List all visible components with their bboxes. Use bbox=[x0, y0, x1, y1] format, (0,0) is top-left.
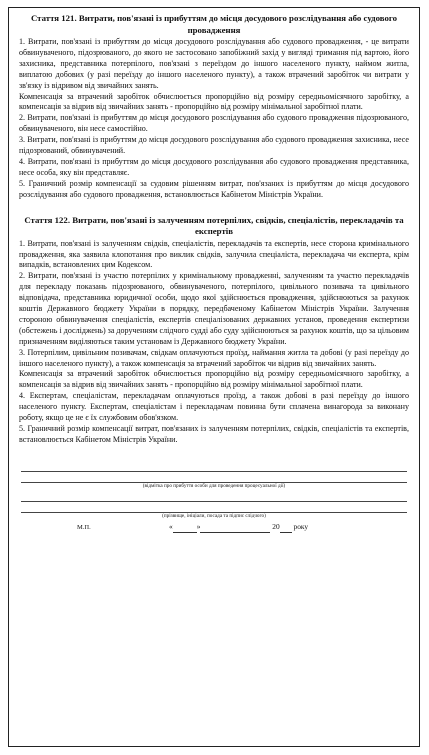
arrival-mark-line-1[interactable] bbox=[21, 459, 407, 472]
article-122-paragraph-4: Компенсація за втрачений заробіток обчислюється пропорційно від розміру середньомісячного заробітку, а компенсація за відрив від звичайних занять - пропорційно від розміру мінімальної заробітної плати. bbox=[19, 369, 409, 390]
article-121-paragraph-1: 1. Витрати, пов'язані із прибуттям до місця досудового розслідування або судового провадження, - це витрати обвинуваченого, підозрюваного, до якого не застосовано запобіжний захід у вигляді тримання під вартою, його захисника, представника потерпілого, пов'язані з переїздом до іншого населеного пункту, наймом житла, виплатою добових (у разі переїзду до іншого населеного пункту), а також втрачений заробіток чи витрати у зв'язку із відривом від звичайних занять. bbox=[19, 37, 409, 90]
investigator-line-1[interactable] bbox=[21, 490, 407, 502]
year-prefix: 20 bbox=[272, 521, 280, 531]
investigator-signature-caption: (прізвище, ініціали, посада та підпис слідчого) bbox=[162, 512, 266, 519]
quote-open: « bbox=[169, 521, 173, 531]
article-121-paragraph-4: 3. Витрати, пов'язані із прибуттям до місця досудового розслідування або судового провадження захисника, несе підозрюваний, обвинувачений. bbox=[19, 135, 409, 156]
arrival-mark-line-2[interactable] bbox=[21, 472, 407, 483]
quote-close: » bbox=[196, 521, 201, 531]
article-121-paragraph-5: 4. Витрати, пов'язані із прибуттям до місця досудового розслідування або судового провадження представника, несе особа, яку він представляє. bbox=[19, 156, 409, 177]
investigator-line-2[interactable] bbox=[21, 502, 407, 513]
article-121-paragraph-3: 2. Витрати, пов'язані із прибуттям до місця досудового розслідування або судового провадження підозрюваного, обвинуваченого, він несе самостійно. bbox=[19, 113, 409, 134]
month-blank[interactable] bbox=[200, 524, 270, 533]
year-blank[interactable] bbox=[280, 524, 292, 533]
day-blank[interactable] bbox=[173, 524, 197, 533]
document-frame bbox=[8, 7, 420, 747]
seal-mark: М.П. bbox=[77, 523, 91, 531]
article-121-title: Стаття 121. Витрати, пов'язані із прибуттям до місця досудового розслідування або судового провадження bbox=[30, 13, 398, 35]
section-spacer bbox=[19, 201, 409, 213]
article-122-paragraph-6: 5. Граничний розмір компенсації витрат, пов'язаних із залученням потерпілих, свідків, спеціалістів та експертів, встановлюється Кабінетом Міністрів України. bbox=[19, 424, 409, 444]
article-122-paragraph-1: 1. Витрати, пов'язані із залученням свідків, спеціалістів, перекладачів та експертів, несе сторона кримінального провадження, яка заявила клопотання про виклик свідків, залучила спеціаліста, перекладача чи експерта, крім випадків, встановлених цим Кодексом. bbox=[19, 238, 409, 270]
article-121-paragraph-6: 5. Граничний розмір компенсації за судовим рішенням витрат, пов'язаних із прибуттям до місця досудового розслідування або судового провадження, встановлюється Кабінетом Міністрів України. bbox=[19, 178, 409, 199]
form-spacer bbox=[19, 446, 409, 459]
seal-date-row bbox=[19, 520, 409, 534]
article-122-title: Стаття 122. Витрати, пов'язані із залученням потерпілих, свідків, спеціалістів, перекладачів та експертів bbox=[24, 214, 404, 237]
article-122-paragraph-2: 2. Витрати, пов'язані із участю потерпілих у кримінальному провадженні, залученням та участю перекладачів для перекладу показань підозрюваного, обвинуваченого, потерпілого, цивільного позивача та цивільного відповідача, представника юридичної особи, щодо якої здійснюється провадження, здійснюються за рахунок коштів Державного бюджету України в порядку, передбаченому Кабінетом Міністрів України. Залучення стороною обвинувачення спеціалістів, експертів спеціалізованих державних установ, проведення експертизи (обстежень і досліджень) за дорученням слідчого судді або суду здійснюються за рахунок коштів, що за цільовим призначенням виділяються таким установам із Державного бюджету України. bbox=[19, 271, 409, 346]
arrival-mark-caption: (відмітка про прибуття особи для проведення процесуальної дії) bbox=[142, 482, 286, 489]
date-field bbox=[169, 522, 308, 533]
year-suffix: року bbox=[293, 521, 309, 531]
article-121-paragraph-2: Компенсація за втрачений заробіток обчислюється пропорційно від розміру середньомісячного заробітку, а компенсація за відрив від звичайних занять - пропорційно від розміру мінімальної заробітної плати. bbox=[19, 91, 409, 112]
article-122-paragraph-5: 4. Експертам, спеціалістам, перекладачам оплачуються проїзд, а також добові в разі переїзду до іншого населеного пункту. Експертам, спеціалістам і перекладачам повинна бути сплачена винагорода за виконану роботу, якщо це не є їх службовим обов'язком. bbox=[19, 391, 409, 423]
article-122-paragraph-3: 3. Потерпілим, цивільним позивачам, свідкам оплачуються проїзд, наймання житла та добові (у разі переїзду до іншого населеного пункту), а також компенсація за втрачений заробіток чи відрив від звичайних занять. bbox=[19, 347, 409, 368]
